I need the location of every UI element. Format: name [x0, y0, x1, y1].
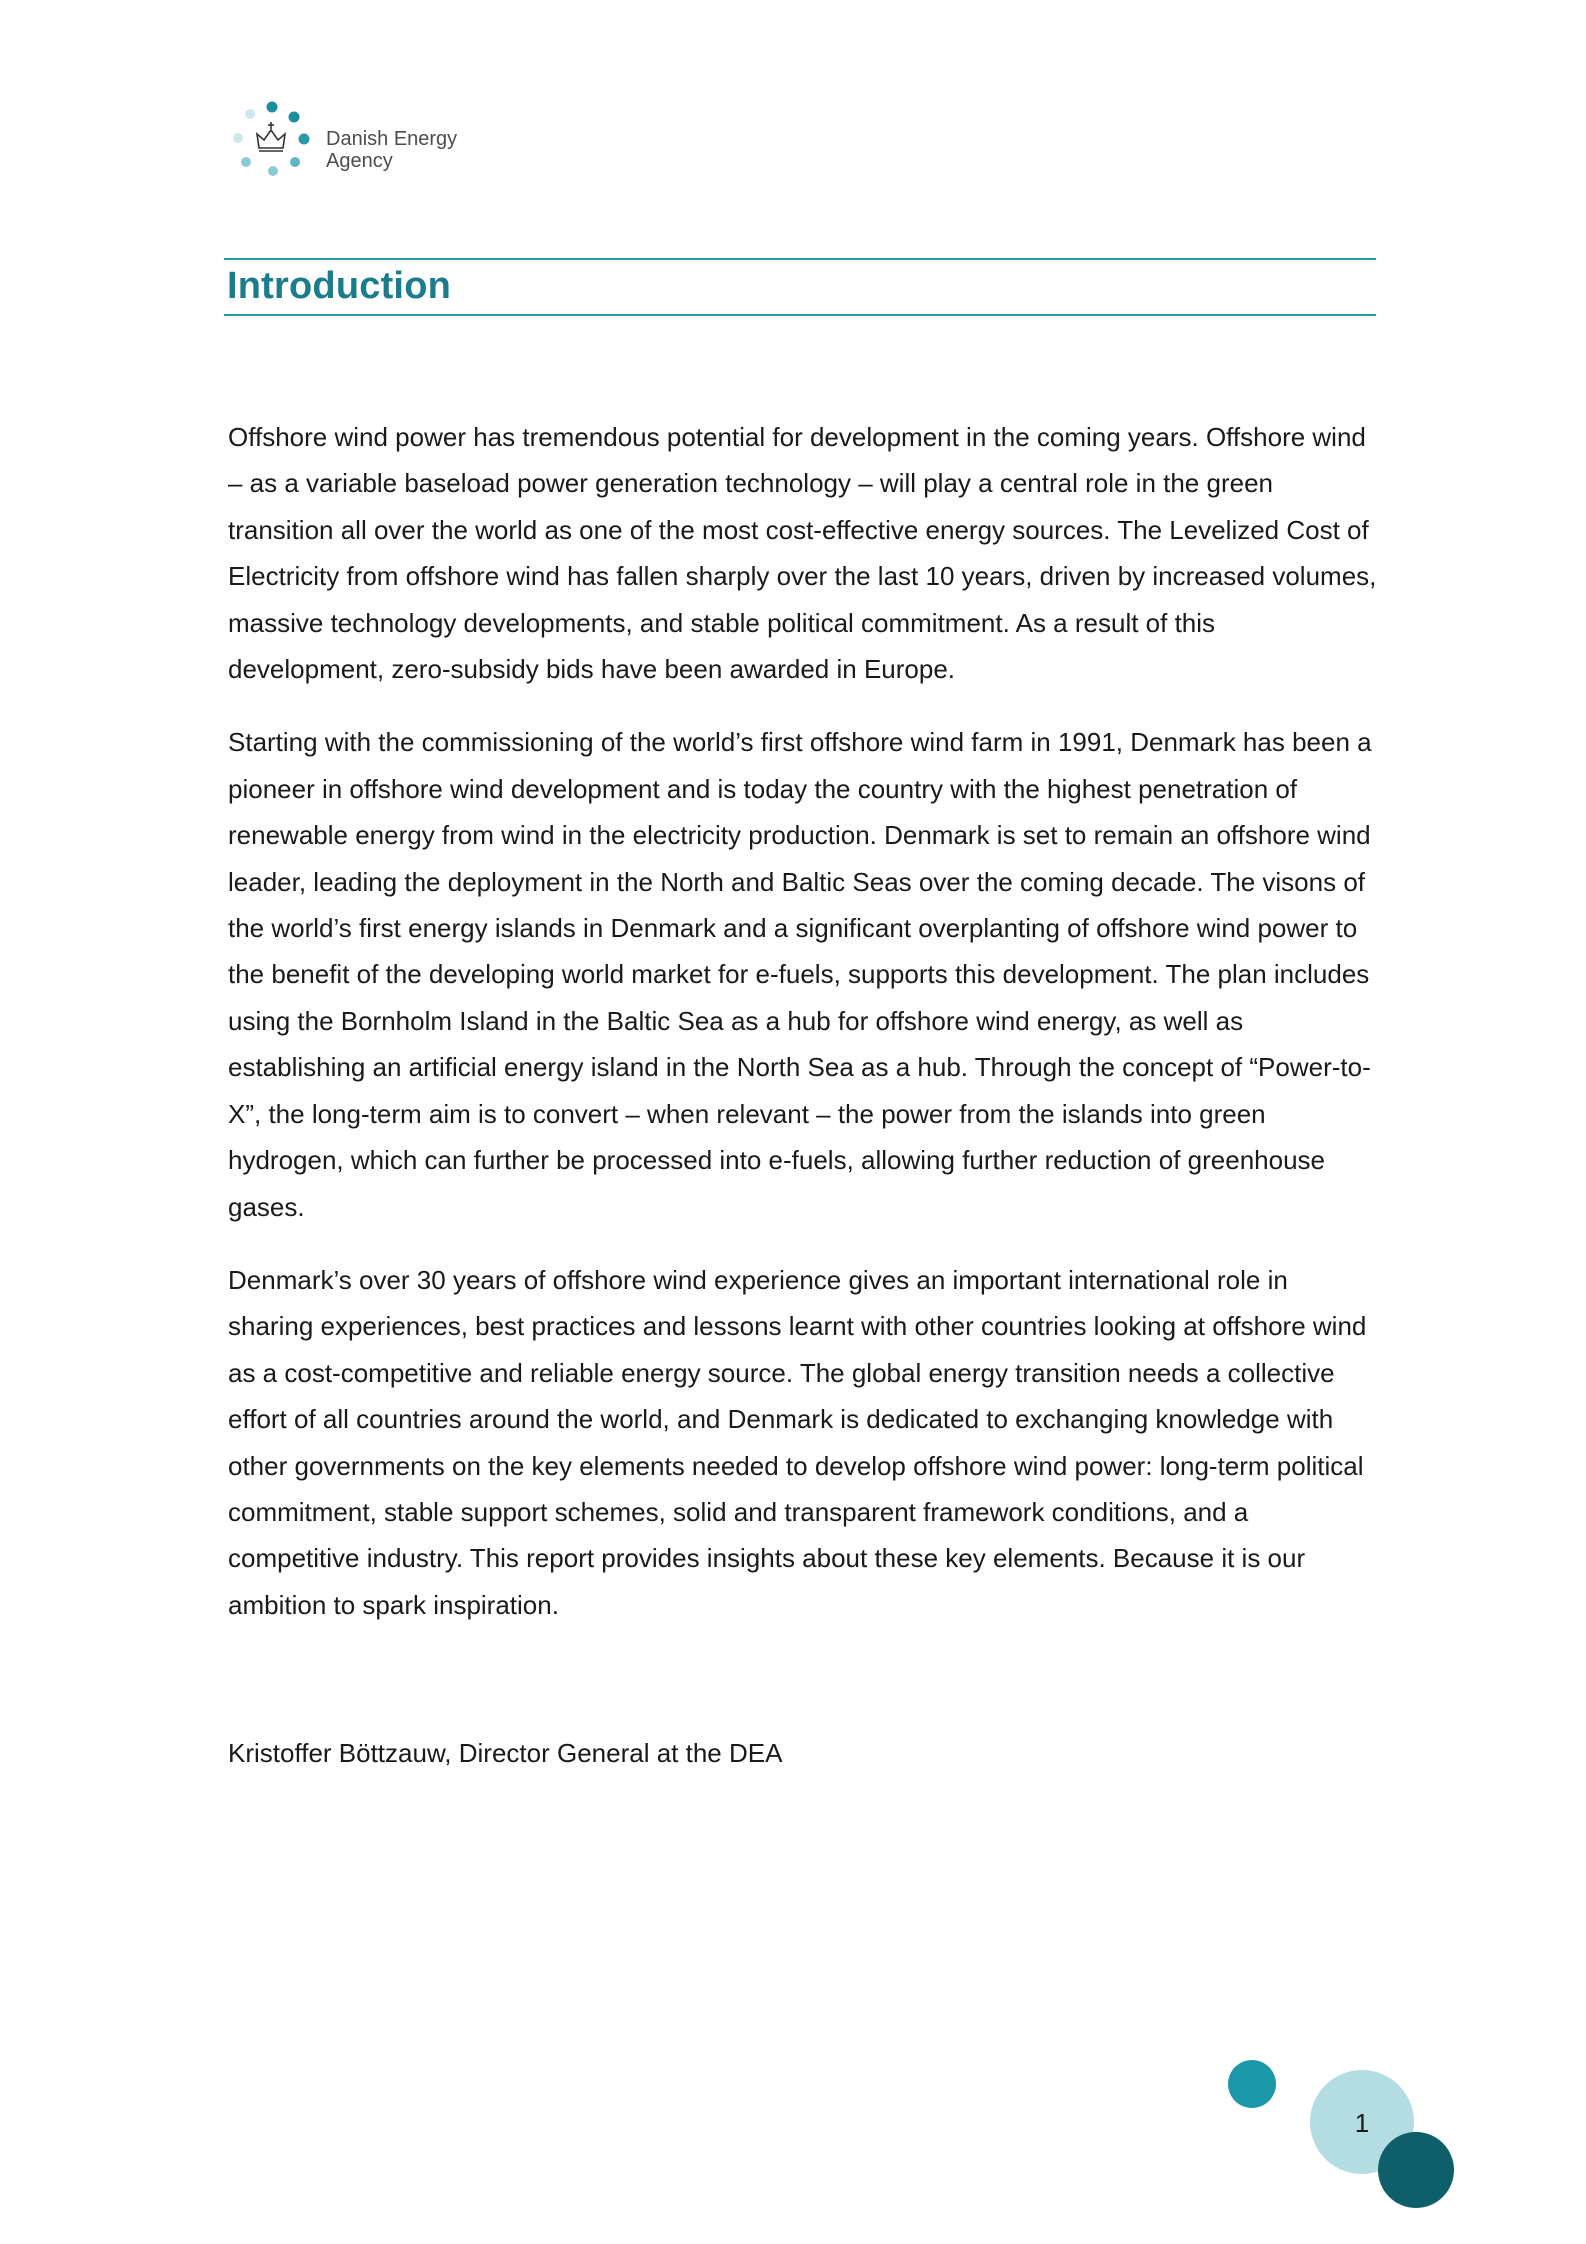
decorative-dot-teal	[1228, 2060, 1276, 2108]
paragraph-2: Starting with the commissioning of the world’s first offshore wind farm in 1991, Denmark has been a pioneer in offshore wind development and is today the country with the highest penetration of renewable energy from wind in the electricity production. Denmark is set to remain an offshore wind leader, leading the deployment in the North and Baltic Seas over the coming decade. The visons of the world’s first energy islands in Denmark and a significant overplanting of offshore wind power to the benefit of the developing world market for e-fuels, supports this development. The plan includes using the Bornholm Island in the Baltic Sea as a hub for offshore wind energy, as well as establishing an artificial energy island in the North Sea as a hub. Through the concept of “Power-to-X”, the long-term aim is to convert – when relevant – the power from the islands into green hydrogen, which can further be processed into e-fuels, allowing further reduction of greenhouse gases.	[228, 727, 1372, 1222]
agency-name-line2: Agency	[326, 150, 393, 172]
agency-name-line1: Danish Energy	[326, 128, 458, 150]
signature: Kristoffer Böttzauw, Director General at the DEA	[228, 1738, 783, 1768]
decorative-dot-dark	[1378, 2132, 1454, 2208]
body-text	[228, 414, 1378, 1655]
page-number: 1	[1354, 2108, 1370, 2138]
paragraph-1: Offshore wind power has tremendous potential for development in the coming years. Offshore wind – as a variable baseload power generation technology – will play a central role in the green transition all over the world as one of the most cost-effective energy sources. The Levelized Cost of Electricity from offshore wind has fallen sharply over the last 10 years, driven by increased volumes, massive technology developments, and stable political commitment. As a result of this development, zero-subsidy bids have been awarded in Europe.	[228, 422, 1377, 685]
crown-dots-logo-icon	[228, 100, 318, 190]
page-title: Introduction	[227, 265, 452, 307]
agency-logo	[228, 100, 488, 190]
section-heading-band	[224, 258, 1376, 316]
agency-name	[326, 128, 457, 172]
paragraph-3: Denmark’s over 30 years of offshore wind experience gives an important international role in sharing experiences, best practices and lessons learnt with other countries looking at offshore wind as a cost-competitive and reliable energy source. The global energy transition needs a collective effort of all countries around the world, and Denmark is dedicated to exchanging knowledge with other governments on the key elements needed to develop offshore wind power: long-term political commitment, stable support schemes, solid and transparent framework conditions, and a competitive industry. This report provides insights about these key elements. Because it is our ambition to spark inspiration.	[228, 1264, 1367, 1620]
